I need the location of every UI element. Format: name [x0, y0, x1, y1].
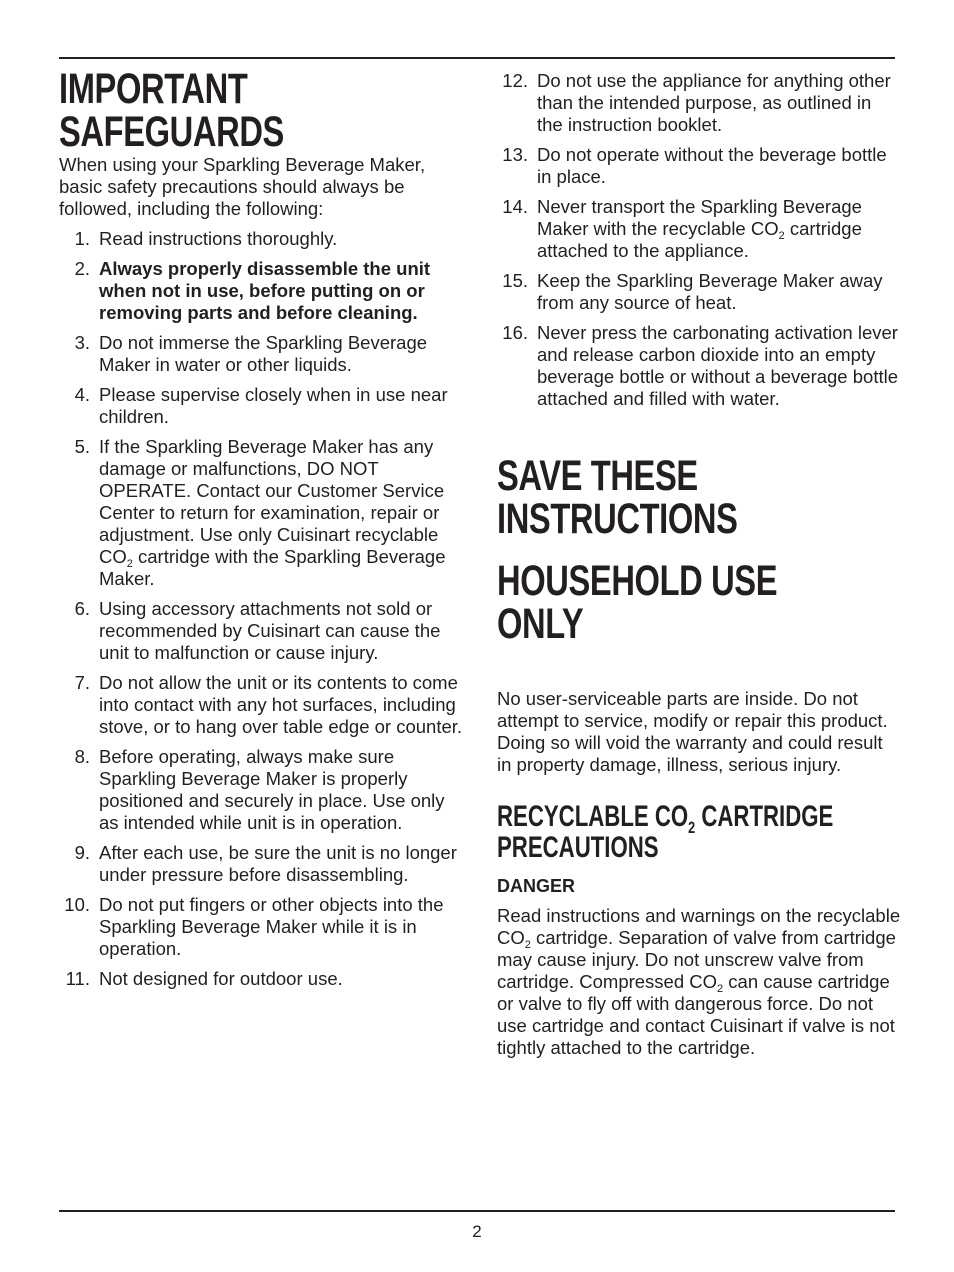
item-text: Do not use the appliance for anything other than the intended purpose, as outlined in the instruction booklet. — [537, 70, 891, 135]
item-number: 2. — [74, 258, 90, 279]
right-column — [497, 70, 902, 1059]
list-item — [59, 384, 464, 428]
list-item — [59, 842, 464, 886]
household-line-2: ONLY — [497, 600, 584, 648]
service-note: No user-serviceable parts are inside. Do not attempt to service, modify or repair this product. Doing so will void the warranty and could result in property damage, illness, serious injury. — [497, 688, 888, 775]
item-number: 5. — [74, 436, 90, 457]
recyclable-heading-part: CARTRIDGE — [695, 800, 834, 833]
danger-text — [497, 905, 902, 1059]
item-number: 11. — [65, 968, 90, 989]
danger-text-part: Read instructions and warnings on the recyclable CO — [497, 905, 901, 948]
item-text: Read instructions thoroughly. — [99, 228, 338, 249]
recyclable-heading-part: RECYCLABLE CO — [497, 800, 689, 833]
subscript: 2 — [688, 818, 696, 837]
list-item — [59, 968, 464, 990]
danger-label: DANGER — [497, 876, 576, 896]
item-number: 7. — [74, 672, 90, 693]
item-number: 10. — [64, 894, 90, 915]
danger-text-part: can cause cartridge or valve to fly off with dangerous force. Do not use cartridge and contact Cuisinart if valve is not tightly attached to the cartridge. — [497, 971, 895, 1058]
list-item — [59, 332, 464, 376]
item-text: Never press the carbonating activation lever and release carbon dioxide into an empty beverage bottle or without a beverage bottle attached and filled with water. — [537, 322, 898, 409]
top-rule — [59, 57, 895, 59]
list-item — [59, 598, 464, 664]
item-number: 15. — [502, 270, 528, 291]
item-number: 6. — [74, 598, 90, 619]
item-text: Keep the Sparkling Beverage Maker away from any source of heat. — [537, 270, 883, 313]
list-item — [59, 894, 464, 960]
subscript: 2 — [524, 939, 531, 951]
list-item — [497, 270, 902, 314]
household-line-1: HOUSEHOLD USE — [497, 557, 778, 605]
item-text — [537, 196, 862, 261]
intro-text: When using your Sparkling Beverage Maker, basic safety precautions should always be followed, including the following: — [59, 154, 426, 219]
safeguards-list-left — [59, 228, 464, 990]
save-line-2: INSTRUCTIONS — [497, 495, 738, 543]
list-item — [59, 436, 464, 590]
bottom-rule — [59, 1210, 895, 1212]
list-item — [59, 258, 464, 324]
item-number: 12. — [502, 70, 528, 91]
item-number: 8. — [74, 746, 90, 767]
household-use-heading — [497, 557, 907, 648]
list-item — [497, 70, 902, 136]
item-number: 9. — [74, 842, 90, 863]
recyclable-heading-line-2: PRECAUTIONS — [497, 831, 659, 864]
item-text: Using accessory attachments not sold or recommended by Cuisinart can cause the unit to malfunction or cause injury. — [99, 598, 441, 663]
item-text: After each use, be sure the unit is no longer under pressure before disassembling. — [99, 842, 457, 885]
item-text-part: Never transport the Sparkling Beverage Maker with the recyclable CO — [537, 196, 862, 239]
left-column — [59, 65, 464, 990]
item-text: Do not immerse the Sparkling Beverage Maker in water or other liquids. — [99, 332, 428, 375]
item-number: 3. — [74, 332, 90, 353]
title-line-1: IMPORTANT — [59, 65, 248, 113]
list-item — [59, 746, 464, 834]
list-item — [497, 196, 902, 262]
list-item — [497, 322, 902, 410]
subscript: 2 — [717, 983, 724, 995]
page-number: 2 — [472, 1222, 482, 1241]
subscript: 2 — [778, 230, 785, 242]
danger-text-part: cartridge. Separation of valve from cartridge may cause injury. Do not unscrew valve from cartridge. Compressed CO — [497, 927, 896, 992]
item-number: 16. — [502, 322, 528, 343]
item-text-part: If the Sparkling Beverage Maker has any damage or malfunctions, DO NOT OPERATE. Contact our Customer Service Center to return for examination, repair or adjustment. Use only Cuisinart recyclable CO — [99, 436, 445, 567]
item-text: Do not operate without the beverage bottle in place. — [537, 144, 887, 187]
item-text: Always properly disassemble the unit when not in use, before putting on or removing parts and before cleaning. — [99, 258, 431, 323]
item-text: Before operating, always make sure Sparkling Beverage Maker is properly positioned and securely in place. Use only as intended while unit is in operation. — [99, 746, 445, 833]
safeguards-list-right — [497, 70, 902, 410]
item-text — [99, 436, 446, 589]
item-text: Not designed for outdoor use. — [99, 968, 343, 989]
item-text: Please supervise closely when in use near children. — [99, 384, 448, 427]
save-line-1: SAVE THESE — [497, 452, 698, 500]
save-instructions-heading — [497, 452, 907, 543]
item-number: 14. — [502, 196, 528, 217]
list-item — [59, 228, 464, 250]
list-item — [59, 672, 464, 738]
item-text-part: cartridge with the Sparkling Beverage Maker. — [99, 546, 446, 589]
important-safeguards-title — [59, 65, 469, 156]
title-line-2: SAFEGUARDS — [59, 108, 284, 156]
item-text: Do not put fingers or other objects into the Sparkling Beverage Maker while it is in operation. — [99, 894, 444, 959]
list-item — [497, 144, 902, 188]
recyclable-precautions-heading — [497, 801, 911, 863]
item-text: Do not allow the unit or its contents to come into contact with any hot surfaces, including stove, or to hang over table edge or counter. — [99, 672, 463, 737]
item-number: 1. — [74, 228, 90, 249]
item-text-part: cartridge attached to the appliance. — [537, 218, 862, 261]
item-number: 13. — [502, 144, 528, 165]
item-number: 4. — [74, 384, 90, 405]
subscript: 2 — [126, 558, 133, 570]
